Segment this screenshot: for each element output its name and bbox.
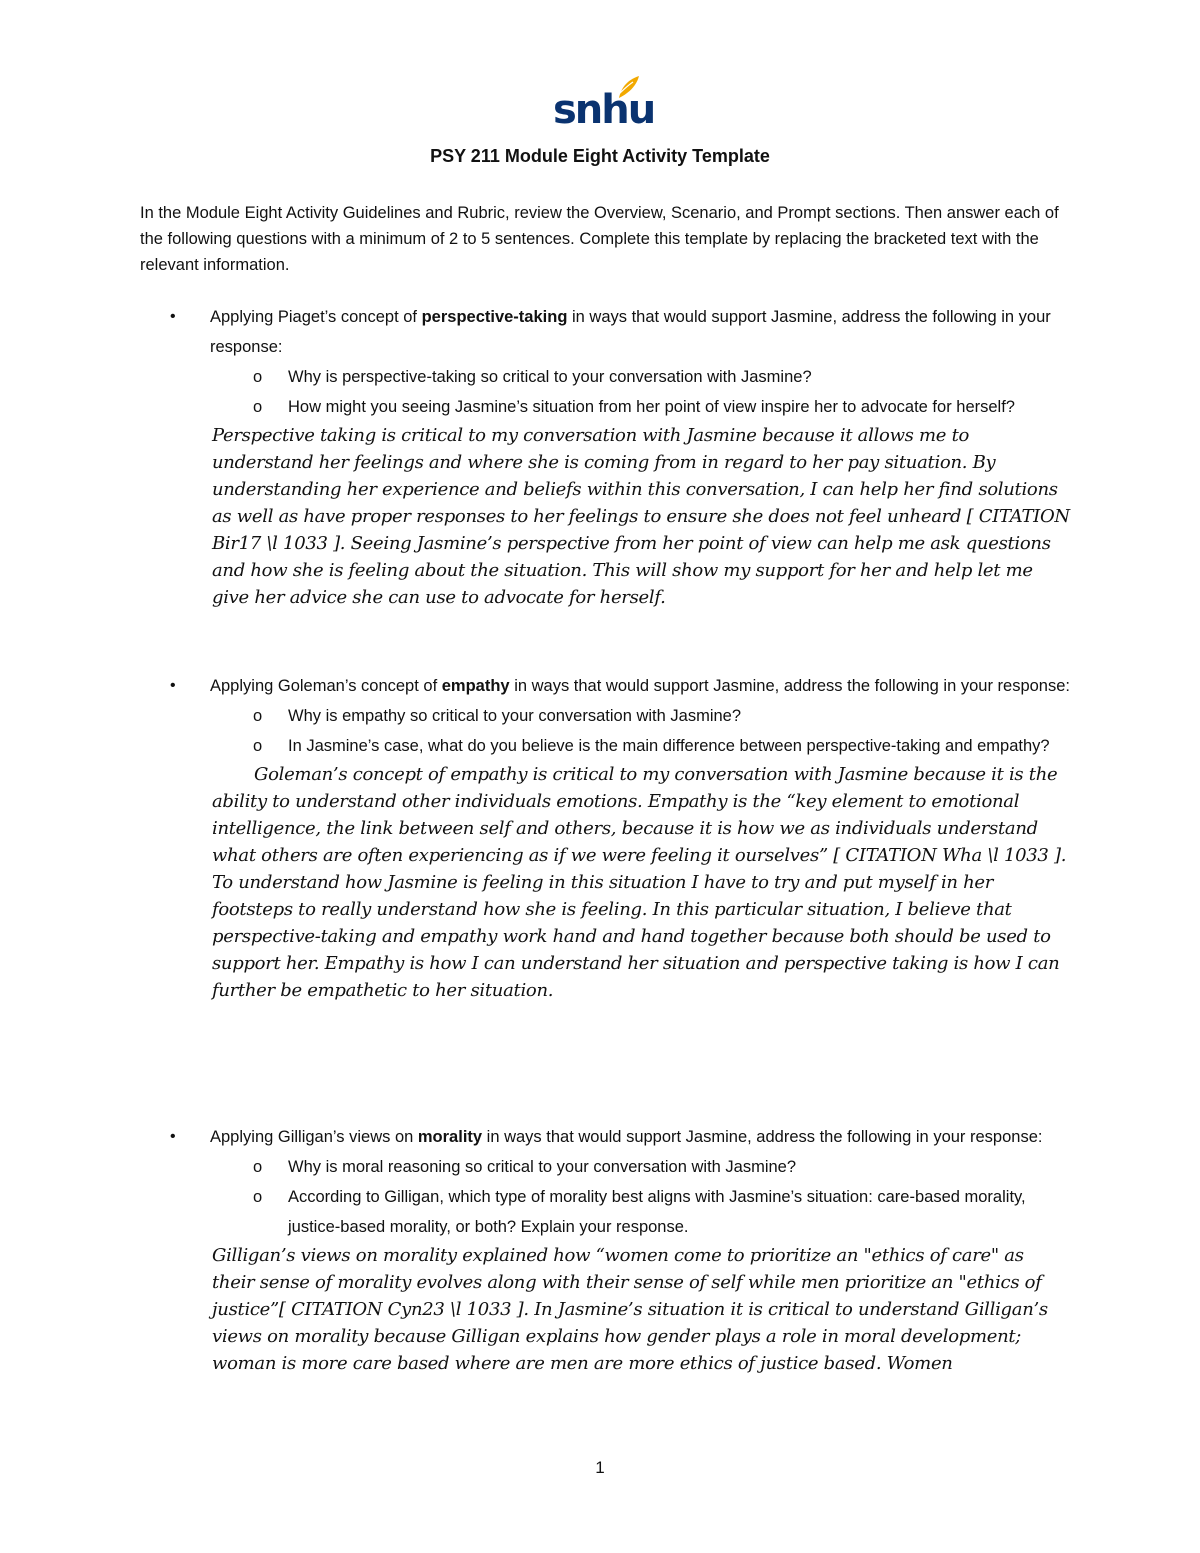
bullet-text-pre: Applying Goleman’s concept of	[210, 677, 442, 695]
question-text: In Jasmine’s case, what do you believe is the main difference between perspective-taking and empathy?	[288, 737, 1050, 755]
section-empathy	[140, 671, 1070, 1004]
snhu-logo	[553, 74, 655, 134]
bullet-text-post: in ways that would support Jasmine, address the following in your response:	[210, 308, 1051, 356]
document-title: PSY 211 Module Eight Activity Template	[430, 146, 770, 166]
sub-question	[140, 1182, 1070, 1242]
intro-paragraph: In the Module Eight Activity Guidelines and Rubric, review the Overview, Scenario, and Prompt sections. Then answer each of the following questions with a minimum of 2 to 5 sentences. Complete this template by replacing the bracketed text with the relevant information.	[140, 204, 1059, 274]
bullet-marker: •	[170, 308, 176, 325]
flame-leaf-icon	[615, 74, 641, 100]
question-text: How might you seeing Jasmine’s situation from her point of view inspire her to advocate for herself?	[288, 398, 1015, 416]
sub-marker: o	[253, 398, 263, 416]
logo-text: snhu	[553, 87, 655, 133]
bullet-keyword: perspective-taking	[421, 308, 568, 326]
answer-paragraph: Goleman’s concept of empathy is critical to my conversation with Jasmine because it is the ability to understand other individuals emotions. Empathy is the “key element to emotional intelligence, the link between self and others, because it is how we as individuals understand what others are often experiencing as if we were feeling it ourselves” [ CITATION Wha \l 1033 ]. To understand how Jasmine is feeling in this situation I have to try and put myself in her footsteps to really understand how she is feeling. In this particular situation, I believe that perspective-taking and empathy work hand and hand together because both should be used to support her. Empathy is how I can understand her situation and perspective taking is how I can further be empathetic to her situation.	[212, 764, 1067, 1001]
bullet-marker: •	[170, 677, 176, 694]
bullet-item	[140, 671, 1070, 701]
section-perspective-taking	[140, 302, 1070, 611]
bullet-keyword: empathy	[441, 677, 510, 695]
bullet-text-pre: Applying Gilligan’s views on	[210, 1128, 418, 1146]
question-text: According to Gilligan, which type of morality best aligns with Jasmine’s situation: care-based morality, justice-based morality, or both? Explain your response.	[288, 1188, 1026, 1236]
bullet-text-post: in ways that would support Jasmine, address the following in your response:	[509, 677, 1070, 695]
bullet-text-pre: Applying Piaget’s concept of	[210, 308, 422, 326]
page-number: 1	[595, 1458, 605, 1477]
sub-marker: o	[253, 1158, 263, 1176]
answer-paragraph: Perspective taking is critical to my conversation with Jasmine because it allows me to understand her feelings and where she is coming from in regard to her pay situation. By understanding her experience and beliefs within this conversation, I can help her find solutions as well as have proper responses to her feelings to ensure she does not feel unheard [ CITATION Bir17 \l 1033 ]. Seeing Jasmine’s perspective from her point of view can help me ask questions and how she is feeling about the situation. This will show my support for her and help let me give her advice she can use to advocate for herself.	[212, 425, 1070, 608]
bullet-item	[140, 302, 1070, 362]
sub-question	[140, 1152, 1070, 1182]
sub-marker: o	[253, 1188, 263, 1206]
sub-marker: o	[253, 707, 263, 725]
sub-question	[140, 731, 1070, 761]
question-text: Why is perspective-taking so critical to your conversation with Jasmine?	[288, 368, 812, 386]
bullet-marker: •	[170, 1128, 176, 1145]
sub-marker: o	[253, 737, 263, 755]
sub-question	[140, 392, 1070, 422]
bullet-keyword: morality	[417, 1128, 483, 1146]
sub-question	[140, 701, 1070, 731]
sub-question	[140, 362, 1070, 392]
answer-paragraph	[140, 1242, 1070, 1377]
bullet-item	[140, 1122, 1070, 1152]
bullet-text-post: in ways that would support Jasmine, address the following in your response:	[482, 1128, 1043, 1146]
sub-marker: o	[253, 368, 263, 386]
question-text: Why is empathy so critical to your conversation with Jasmine?	[288, 707, 742, 725]
section-morality	[140, 1122, 1070, 1377]
answer-text: Gilligan’s views on morality explained how “women come to prioritize an "ethics of care" as their sense of morality evolves along with their sense of self while men prioritize an "ethics of justice”[ CITATION Cyn23 \l 1033 ]. In Jasmine’s situation it is critical to understand Gilligan’s views on morality because Gilligan explains how gender plays a role in moral development; woman is more care based where are men are more ethics of justice based. Women	[212, 1245, 1048, 1374]
question-text: Why is moral reasoning so critical to your conversation with Jasmine?	[288, 1158, 797, 1176]
